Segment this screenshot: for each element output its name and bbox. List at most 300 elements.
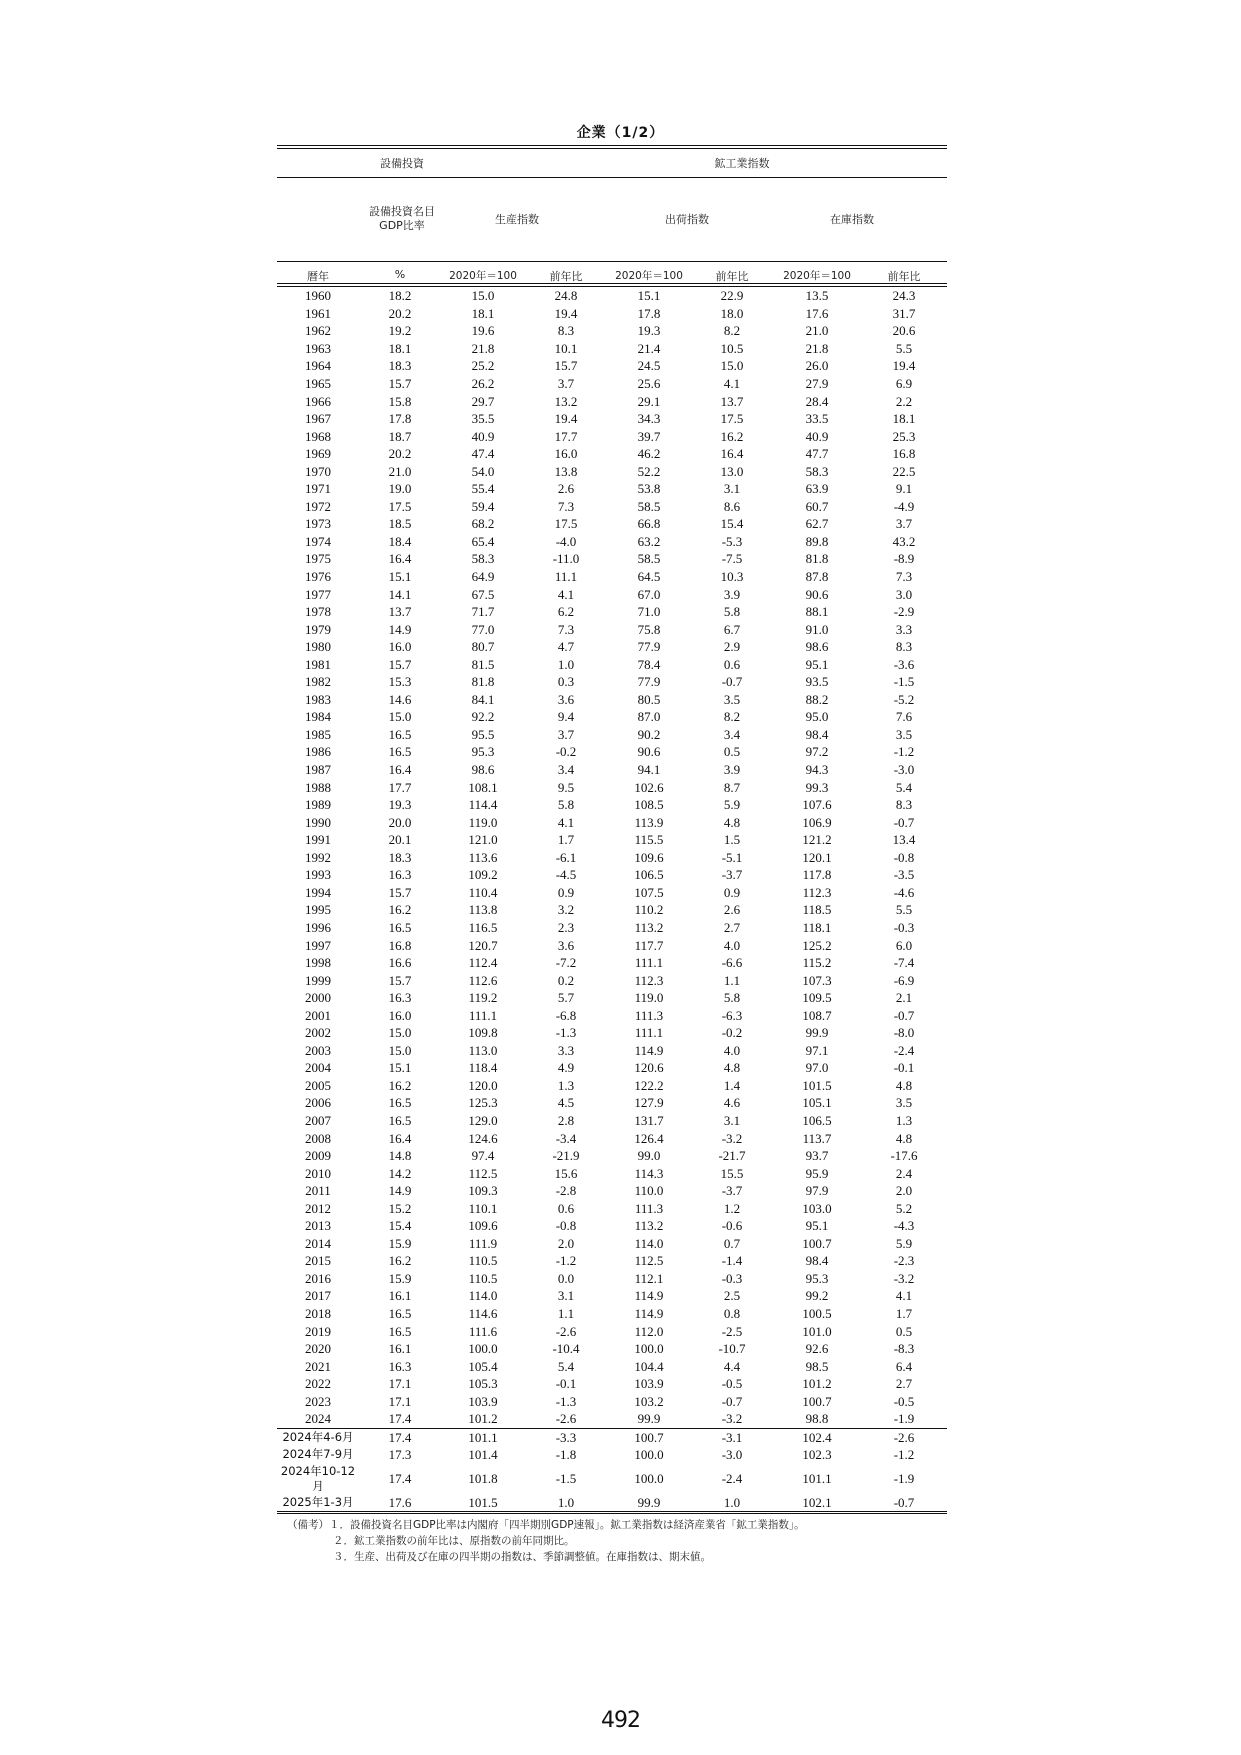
cell-capex-ratio: 20.2 [388, 305, 412, 321]
cell-shipments-yoy: 8.2 [723, 323, 741, 339]
cell-inventory-yoy: 6.9 [895, 376, 913, 391]
cell-year: 2002 [305, 1025, 331, 1041]
cell-inventory-index: 120.1 [802, 849, 832, 865]
cell-shipments-yoy: 2.5 [723, 1288, 741, 1304]
cell-capex-ratio: 16.5 [388, 744, 412, 760]
cell-inventory-index: 21.0 [805, 323, 829, 339]
cell-inventory-yoy: -0.7 [893, 1007, 915, 1023]
cell-inventory-yoy: -4.6 [893, 884, 915, 900]
cell-shipments-index: 122.2 [634, 1077, 664, 1093]
cell-inventory-yoy: 9.1 [895, 481, 913, 497]
cell-production-index: 81.8 [471, 674, 495, 690]
table-row [277, 620, 947, 638]
cell-inventory-yoy: -3.0 [893, 762, 915, 778]
cell-production-index: 19.6 [471, 323, 495, 339]
cell-inventory-index: 100.7 [802, 1235, 832, 1251]
cell-production-yoy: 0.3 [557, 674, 575, 690]
cell-shipments-index: 67.0 [637, 586, 661, 602]
cell-year: 1969 [305, 446, 331, 462]
cell-shipments-yoy: 8.2 [723, 709, 741, 725]
cell-year: 2024年10-12月 [280, 1463, 356, 1493]
cell-inventory-yoy: -0.7 [893, 814, 915, 830]
cell-inventory-index: 98.4 [805, 726, 829, 742]
cell-production-yoy: -3.4 [555, 1130, 577, 1146]
cell-production-index: 110.5 [468, 1270, 498, 1286]
table-row [277, 410, 947, 428]
cell-production-index: 111.6 [468, 1323, 498, 1339]
cell-shipments-index: 78.4 [637, 656, 661, 672]
table-row [277, 498, 947, 516]
cell-capex-ratio: 19.0 [388, 481, 412, 497]
cell-shipments-index: 112.5 [634, 1253, 664, 1269]
note-2: ２．鉱工業指数の前年比は、原指数の前年同期比。 [333, 1535, 575, 1547]
cell-capex-ratio: 14.2 [388, 1165, 412, 1181]
cell-shipments-index: 94.1 [637, 762, 661, 778]
cell-shipments-index: 46.2 [637, 446, 661, 462]
cell-production-index: 112.4 [468, 955, 498, 971]
note-3: ３．生産、出荷及び在庫の四半期の指数は、季節調整値。在庫指数は、期末値。 [333, 1551, 711, 1563]
cell-shipments-index: 53.8 [637, 481, 661, 497]
cell-capex-ratio: 16.5 [388, 1095, 412, 1111]
cell-inventory-index: 89.8 [805, 533, 829, 549]
cell-inventory-index: 97.0 [805, 1060, 829, 1076]
cell-production-yoy: -2.6 [555, 1323, 577, 1339]
cell-year: 1991 [305, 832, 331, 848]
cell-shipments-yoy: 13.0 [720, 463, 744, 479]
cell-production-yoy: 2.8 [557, 1112, 575, 1128]
cell-inventory-yoy: 18.1 [892, 411, 916, 427]
cell-capex-ratio: 19.3 [388, 797, 412, 813]
cell-shipments-index: 120.6 [634, 1060, 664, 1076]
cell-year: 1976 [305, 569, 331, 585]
cell-shipments-index: 64.5 [637, 569, 661, 585]
cell-shipments-index: 113.2 [634, 1218, 664, 1234]
cell-shipments-yoy: 0.7 [723, 1235, 741, 1251]
cell-inventory-yoy: -1.9 [893, 1411, 915, 1427]
table-row [277, 427, 947, 445]
table-row [277, 533, 947, 551]
cell-inventory-index: 28.4 [805, 393, 829, 409]
cell-production-yoy: 5.4 [557, 1358, 575, 1374]
cell-production-yoy: -6.1 [555, 849, 577, 865]
cell-year: 1983 [305, 691, 331, 707]
cell-capex-ratio: 16.4 [388, 1130, 412, 1146]
cell-production-index: 101.8 [468, 1471, 498, 1487]
cell-production-yoy: 1.3 [557, 1077, 575, 1093]
cell-inventory-index: 107.6 [802, 797, 832, 813]
cell-inventory-yoy: -0.5 [893, 1393, 915, 1409]
cell-year: 1985 [305, 726, 331, 742]
cell-shipments-index: 100.0 [634, 1447, 664, 1463]
cell-production-index: 109.6 [468, 1218, 498, 1234]
cell-shipments-yoy: -10.7 [718, 1341, 746, 1357]
cell-inventory-yoy: 16.8 [892, 446, 916, 462]
cell-shipments-index: 112.3 [634, 972, 664, 988]
cell-production-index: 101.1 [441, 1428, 525, 1446]
cell-year: 2012 [305, 1200, 331, 1216]
cell-shipments-yoy: 3.9 [723, 586, 741, 602]
cell-shipments-yoy: 3.4 [723, 726, 741, 742]
cell-production-index: 15.0 [471, 288, 495, 304]
cell-production-index: 114.6 [468, 1305, 498, 1321]
cell-shipments-index: 15.1 [637, 288, 661, 304]
cell-shipments-yoy: 0.5 [723, 744, 741, 760]
top-rule-2 [277, 148, 947, 149]
cell-year: 2005 [305, 1077, 331, 1093]
cell-production-yoy: 10.1 [554, 340, 578, 356]
cell-production-yoy: 8.3 [557, 323, 575, 339]
table-row [277, 305, 947, 323]
cell-shipments-index: 119.0 [634, 990, 664, 1006]
cell-inventory-yoy: 8.3 [895, 797, 913, 813]
cell-inventory-index: 58.3 [805, 463, 829, 479]
cell-shipments-index: 71.0 [637, 604, 661, 620]
cell-inventory-index: 109.5 [802, 990, 832, 1006]
cell-inventory-yoy: -2.3 [893, 1253, 915, 1269]
cell-capex-ratio: 17.3 [388, 1447, 412, 1463]
cell-inventory-yoy: 4.8 [895, 1077, 913, 1093]
cell-production-yoy: -2.8 [555, 1183, 577, 1199]
cell-inventory-yoy: -7.4 [893, 955, 915, 971]
cell-inventory-yoy: 2.4 [895, 1165, 913, 1181]
cell-year: 2008 [305, 1130, 331, 1146]
cell-year: 2001 [305, 1007, 331, 1023]
cell-inventory-yoy: 5.2 [895, 1200, 913, 1216]
cell-capex-ratio: 18.3 [388, 358, 412, 374]
table-row [277, 761, 947, 779]
table-row [277, 1164, 947, 1182]
cell-shipments-yoy: -3.2 [721, 1130, 743, 1146]
cell-capex-ratio: 16.2 [388, 902, 412, 918]
table-row [277, 708, 947, 726]
cell-year: 1998 [305, 955, 331, 971]
cell-production-yoy: 15.7 [554, 358, 578, 374]
cell-year: 1961 [305, 305, 331, 321]
cell-shipments-index: 87.0 [637, 709, 661, 725]
cell-production-yoy: 2.6 [557, 481, 575, 497]
cell-shipments-index: 127.9 [634, 1095, 664, 1111]
table-row [277, 954, 947, 972]
cell-capex-ratio: 15.7 [388, 884, 412, 900]
cell-inventory-index: 100.5 [802, 1305, 832, 1321]
cell-inventory-yoy: 25.3 [892, 428, 916, 444]
cell-production-index: 40.9 [471, 428, 495, 444]
cell-capex-ratio: 18.5 [388, 516, 412, 532]
cell-production-index: 119.0 [468, 814, 498, 830]
cell-inventory-index: 121.2 [802, 832, 832, 848]
cell-production-index: 95.3 [471, 744, 495, 760]
cell-production-yoy: 4.1 [557, 814, 575, 830]
cell-inventory-yoy: 2.0 [895, 1183, 913, 1199]
cell-inventory-index: 106.9 [802, 814, 832, 830]
table-row [277, 568, 947, 586]
cell-shipments-index: 25.6 [637, 376, 661, 391]
quarter-row [277, 1446, 947, 1464]
table-row [277, 796, 947, 814]
quarter-row [277, 1464, 947, 1494]
cell-inventory-yoy: 7.6 [895, 709, 913, 725]
cell-inventory-yoy: -0.3 [893, 919, 915, 935]
cell-capex-ratio: 15.9 [388, 1235, 412, 1251]
cell-inventory-index: 117.8 [802, 867, 832, 883]
cell-inventory-index: 93.5 [805, 674, 829, 690]
cell-production-index: 64.9 [471, 569, 495, 585]
cell-inventory-yoy: -3.2 [893, 1270, 915, 1286]
cell-inventory-index: 93.7 [805, 1148, 829, 1164]
cell-production-yoy: 0.6 [557, 1200, 575, 1216]
cell-capex-ratio: 16.5 [388, 726, 412, 742]
table-row [277, 743, 947, 761]
cell-capex-ratio: 14.9 [388, 621, 412, 637]
cell-production-yoy: 0.2 [557, 972, 575, 988]
cell-inventory-yoy: -1.2 [893, 1447, 915, 1463]
cell-inventory-yoy: 24.3 [892, 288, 916, 304]
cell-production-yoy: -1.3 [555, 1393, 577, 1409]
cell-year: 2015 [305, 1253, 331, 1269]
cell-production-yoy: 24.8 [554, 288, 578, 304]
cell-capex-ratio: 18.7 [388, 428, 412, 444]
cell-shipments-yoy: 4.0 [723, 1042, 741, 1058]
cell-production-yoy: 4.9 [557, 1060, 575, 1076]
cell-year: 1965 [305, 376, 331, 391]
cell-production-yoy: -7.2 [555, 955, 577, 971]
cell-production-yoy: 2.0 [557, 1235, 575, 1251]
header-industrial-index: 鉱工業指数 [714, 157, 770, 170]
cell-inventory-index: 33.5 [805, 411, 829, 427]
cell-shipments-index: 111.1 [634, 1025, 664, 1041]
cell-production-index: 25.2 [471, 358, 495, 374]
cell-shipments-yoy: -0.6 [721, 1218, 743, 1234]
cell-year: 1980 [305, 639, 331, 655]
cell-production-yoy: 17.5 [554, 516, 578, 532]
table-row [277, 691, 947, 709]
cell-production-index: 111.9 [468, 1235, 498, 1251]
header-rule-3 [277, 283, 947, 284]
cell-inventory-yoy: 6.4 [895, 1358, 913, 1374]
header-production: 生産指数 [495, 213, 539, 226]
header-capex: 設備投資 [380, 157, 424, 170]
cell-year: 1963 [305, 340, 331, 356]
cell-production-yoy: 16.0 [554, 446, 578, 462]
cell-inventory-index: 60.7 [805, 498, 829, 514]
cell-capex-ratio: 14.6 [388, 691, 412, 707]
cell-production-yoy: 1.7 [557, 832, 575, 848]
cell-shipments-index: 77.9 [637, 674, 661, 690]
cell-year: 1968 [305, 428, 331, 444]
cell-production-index: 58.3 [471, 551, 495, 567]
cell-capex-ratio: 13.7 [388, 604, 412, 620]
cell-capex-ratio: 17.8 [388, 411, 412, 427]
cell-shipments-index: 131.7 [634, 1112, 664, 1128]
cell-shipments-index: 110.0 [634, 1183, 664, 1199]
cell-capex-ratio: 14.1 [388, 586, 412, 602]
table-row [277, 971, 947, 989]
cell-shipments-index: 108.5 [634, 797, 664, 813]
cell-inventory-index: 101.2 [802, 1376, 832, 1392]
cell-production-yoy: 13.2 [554, 393, 578, 409]
cell-production-index: 118.4 [468, 1060, 498, 1076]
cell-shipments-yoy: -7.5 [721, 551, 743, 567]
cell-capex-ratio: 15.1 [388, 1060, 412, 1076]
cell-inventory-yoy: -8.0 [893, 1025, 915, 1041]
cell-year: 1994 [305, 884, 331, 900]
cell-capex-ratio: 15.9 [388, 1270, 412, 1286]
cell-production-yoy: -0.8 [555, 1218, 577, 1234]
cell-year: 1996 [305, 919, 331, 935]
cell-year: 1966 [305, 393, 331, 409]
table-row [277, 831, 947, 849]
cell-production-yoy: -0.1 [555, 1376, 577, 1392]
cell-production-index: 113.8 [468, 902, 498, 918]
cell-shipments-index: 113.2 [634, 919, 664, 935]
col-production-yoy: 前年比 [549, 270, 583, 283]
cell-inventory-index: 112.3 [802, 884, 832, 900]
cell-production-index: 114.0 [468, 1288, 498, 1304]
table-row [277, 585, 947, 603]
cell-capex-ratio: 16.6 [388, 955, 412, 971]
cell-inventory-index: 100.7 [802, 1393, 832, 1409]
cell-production-index: 101.2 [468, 1411, 498, 1427]
cell-capex-ratio: 16.1 [388, 1288, 412, 1304]
cell-year: 1972 [305, 498, 331, 514]
cell-inventory-index: 27.9 [805, 376, 829, 391]
cell-capex-ratio: 18.4 [388, 533, 412, 549]
cell-production-index: 95.5 [471, 726, 495, 742]
cell-inventory-yoy: -8.9 [893, 551, 915, 567]
header-shipments: 出荷指数 [665, 213, 709, 226]
cell-production-index: 80.7 [471, 639, 495, 655]
cell-production-index: 92.2 [471, 709, 495, 725]
cell-inventory-index: 87.8 [805, 569, 829, 585]
cell-shipments-yoy: 15.0 [720, 358, 744, 374]
cell-inventory-index: 98.6 [805, 639, 829, 655]
cell-inventory-index: 99.3 [805, 779, 829, 795]
cell-production-yoy: 3.6 [557, 691, 575, 707]
cell-inventory-yoy: 3.7 [895, 516, 913, 532]
cell-capex-ratio: 20.0 [388, 814, 412, 830]
cell-inventory-yoy: 3.5 [895, 726, 913, 742]
data-table-body [277, 287, 947, 1513]
cell-inventory-index: 81.8 [805, 551, 829, 567]
cell-shipments-index: 77.9 [637, 639, 661, 655]
cell-inventory-index: 97.9 [805, 1183, 829, 1199]
table-row [277, 1305, 947, 1323]
cell-year: 2011 [305, 1183, 331, 1199]
cell-inventory-index: 95.3 [805, 1270, 829, 1286]
table-row [277, 550, 947, 568]
cell-capex-ratio: 16.3 [388, 1358, 412, 1374]
cell-inventory-yoy: 4.1 [895, 1288, 913, 1304]
table-row [277, 884, 947, 902]
cell-capex-ratio: 16.5 [388, 1112, 412, 1128]
cell-inventory-yoy: -2.6 [861, 1428, 947, 1446]
cell-inventory-index: 118.5 [802, 902, 832, 918]
cell-production-yoy: -1.2 [555, 1253, 577, 1269]
cell-production-index: 101.4 [468, 1447, 498, 1463]
cell-year: 1999 [305, 972, 331, 988]
cell-capex-ratio: 17.1 [388, 1393, 412, 1409]
cell-capex-ratio: 15.0 [388, 709, 412, 725]
cell-shipments-index: 58.5 [637, 551, 661, 567]
cell-production-yoy: 5.7 [557, 990, 575, 1006]
cell-capex-ratio: 14.9 [388, 1183, 412, 1199]
cell-production-index: 124.6 [468, 1130, 498, 1146]
cell-capex-ratio: 21.0 [388, 463, 412, 479]
cell-production-yoy: -4.0 [555, 533, 577, 549]
cell-production-index: 26.2 [471, 376, 495, 391]
cell-production-yoy: -0.2 [555, 744, 577, 760]
cell-inventory-yoy: -0.1 [893, 1060, 915, 1076]
cell-shipments-yoy: 10.3 [720, 569, 744, 585]
cell-shipments-yoy: -3.7 [721, 867, 743, 883]
table-row [277, 1287, 947, 1305]
cell-production-yoy: 3.1 [557, 1288, 575, 1304]
cell-inventory-yoy: -6.9 [893, 972, 915, 988]
cell-production-index: 54.0 [471, 463, 495, 479]
table-row [277, 392, 947, 410]
cell-inventory-index: 88.1 [805, 604, 829, 620]
cell-shipments-index: 99.0 [637, 1148, 661, 1164]
cell-inventory-index: 95.1 [805, 656, 829, 672]
table-row [277, 1235, 947, 1253]
cell-production-yoy: 7.3 [557, 621, 575, 637]
cell-shipments-yoy: -0.2 [721, 1025, 743, 1041]
cell-year: 2020 [305, 1341, 331, 1357]
cell-shipments-yoy: -5.1 [721, 849, 743, 865]
cell-capex-ratio: 18.1 [388, 340, 412, 356]
cell-shipments-index: 19.3 [637, 323, 661, 339]
cell-shipments-index: 99.9 [637, 1411, 661, 1427]
cell-year: 1974 [305, 533, 331, 549]
cell-year: 2025年1-3月 [277, 1494, 359, 1513]
cell-production-index: 59.4 [471, 498, 495, 514]
cell-shipments-yoy: 5.8 [723, 604, 741, 620]
cell-production-index: 110.1 [468, 1200, 498, 1216]
cell-year: 2024年7-9月 [282, 1447, 354, 1462]
cell-production-index: 18.1 [471, 305, 495, 321]
cell-shipments-yoy: -1.4 [721, 1253, 743, 1269]
cell-shipments-index: 114.9 [634, 1305, 664, 1321]
cell-production-yoy: -6.8 [555, 1007, 577, 1023]
cell-capex-ratio: 16.0 [388, 1007, 412, 1023]
cell-year: 2014 [305, 1235, 331, 1251]
note-1: （備考）１．設備投資名目GDP比率は内閣府「四半期別GDP速報」。鉱工業指数は経済産業省「鉱工業指数」。 [287, 1519, 805, 1531]
cell-shipments-index: 100.0 [634, 1471, 664, 1487]
cell-inventory-yoy: -17.6 [890, 1148, 918, 1164]
table-row [277, 1059, 947, 1077]
cell-capex-ratio: 16.5 [388, 1323, 412, 1339]
cell-shipments-yoy: 1.4 [723, 1077, 741, 1093]
cell-shipments-index: 104.4 [634, 1358, 664, 1374]
table-row [277, 919, 947, 937]
cell-production-index: 103.9 [468, 1393, 498, 1409]
cell-inventory-index: 95.0 [805, 709, 829, 725]
cell-shipments-index: 109.6 [634, 849, 664, 865]
table-row [277, 462, 947, 480]
cell-shipments-yoy: 4.4 [723, 1358, 741, 1374]
cell-shipments-index: 80.5 [637, 691, 661, 707]
cell-year: 2003 [305, 1042, 331, 1058]
cell-shipments-index: 66.8 [637, 516, 661, 532]
page-title: 企業（1/2） [576, 125, 665, 141]
cell-year: 2009 [305, 1148, 331, 1164]
cell-inventory-index: 26.0 [805, 358, 829, 374]
cell-capex-ratio: 15.2 [388, 1200, 412, 1216]
table-row [277, 1340, 947, 1358]
cell-shipments-yoy: 5.8 [723, 990, 741, 1006]
cell-shipments-yoy: 3.9 [723, 762, 741, 778]
cell-inventory-index: 125.2 [802, 937, 832, 953]
